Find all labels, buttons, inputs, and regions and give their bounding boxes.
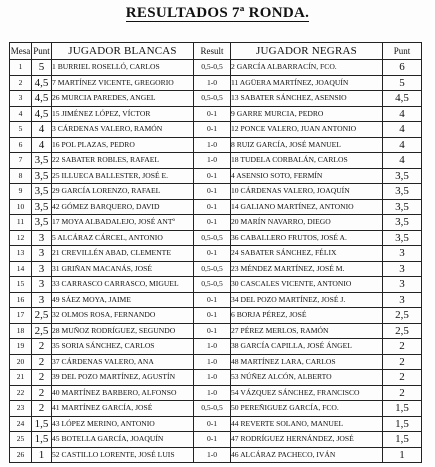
table-result-cell: 0,5-0,5 — [194, 401, 231, 417]
table-negras-cell: 10 CÁRDENAS VALERO, JOAQUÍN — [231, 184, 383, 200]
table-negras-cell: 11 AGÜERA MARTÍNEZ, JOAQUÍN — [231, 75, 383, 91]
table-punt-negras-cell: 3,5 — [383, 215, 422, 231]
table-punt-blancas-cell: 2 — [32, 401, 52, 417]
table-blancas-cell: 29 GARCÍA LORENZO, RAFAEL — [52, 184, 194, 200]
table-result-cell: 0-1 — [194, 416, 231, 432]
table-mesa-cell: 19 — [10, 339, 32, 355]
table-punt-blancas-cell: 4 — [32, 122, 52, 138]
table-punt-negras-cell: 4,5 — [383, 91, 422, 107]
table-row — [10, 354, 422, 370]
table-blancas-cell: 28 MUÑOZ RODRÍGUEZ, SEGUNDO — [52, 323, 194, 339]
table-punt-negras-cell: 4 — [383, 122, 422, 138]
table-mesa-cell: 15 — [10, 277, 32, 293]
table-mesa-cell: 8 — [10, 168, 32, 184]
header-mesa: Mesa — [10, 43, 32, 60]
table-negras-cell: 47 RODRÍGUEZ HERNÁNDEZ, JOSÉ — [231, 432, 383, 448]
table-negras-cell: 36 CABALLERO FRUTOS, JOSÉ A. — [231, 230, 383, 246]
table-blancas-cell: 31 GRIÑAN MACANÁS, JOSÉ — [52, 261, 194, 277]
table-result-cell: 0-1 — [194, 246, 231, 262]
table-result-cell: 1-0 — [194, 75, 231, 91]
table-mesa-cell: 24 — [10, 416, 32, 432]
table-row — [10, 137, 422, 153]
table-result-cell: 1-0 — [194, 153, 231, 169]
table-mesa-cell: 25 — [10, 432, 32, 448]
table-negras-cell: 2 GARCÍA ALBARRACÍN, FCO. — [231, 60, 383, 76]
table-blancas-cell: 15 JIMÉNEZ LÓPEZ, VÍCTOR — [52, 106, 194, 122]
table-result-cell: 0-1 — [194, 308, 231, 324]
table-result-cell: 0-1 — [194, 168, 231, 184]
table-mesa-cell: 12 — [10, 230, 32, 246]
table-row — [10, 122, 422, 138]
table-punt-negras-cell: 4 — [383, 153, 422, 169]
header-jugador-blancas: JUGADOR BLANCAS — [52, 43, 194, 60]
table-row — [10, 246, 422, 262]
page-title: RESULTADOS 7ª RONDA. — [125, 5, 310, 21]
table-mesa-cell: 1 — [10, 60, 32, 76]
table-negras-cell: 14 GALIANO MARTÍNEZ, ANTONIO — [231, 199, 383, 215]
table-negras-cell: 18 TUDELA CORBALÁN, CARLOS — [231, 153, 383, 169]
table-punt-negras-cell: 3,5 — [383, 230, 422, 246]
table-blancas-cell: 16 POL PLAZAS, PEDRO — [52, 137, 194, 153]
table-result-cell: 0-1 — [194, 184, 231, 200]
table-row — [10, 230, 422, 246]
table-punt-blancas-cell: 2 — [32, 354, 52, 370]
table-punt-blancas-cell: 3 — [32, 230, 52, 246]
table-row — [10, 292, 422, 308]
table-row — [10, 416, 422, 432]
table-punt-blancas-cell: 4,5 — [32, 75, 52, 91]
table-row — [10, 215, 422, 231]
table-mesa-cell: 20 — [10, 354, 32, 370]
table-punt-blancas-cell: 2 — [32, 339, 52, 355]
table-row — [10, 370, 422, 386]
table-result-cell: 0-1 — [194, 323, 231, 339]
table-row — [10, 308, 422, 324]
table-negras-cell: 54 VÁZQUEZ SÁNCHEZ, FRANCISCO — [231, 385, 383, 401]
table-mesa-cell: 22 — [10, 385, 32, 401]
table-mesa-cell: 4 — [10, 106, 32, 122]
table-punt-blancas-cell: 2,5 — [32, 323, 52, 339]
table-punt-negras-cell: 6 — [383, 60, 422, 76]
table-row — [10, 277, 422, 293]
table-blancas-cell: 22 SABATER ROBLES, RAFAEL — [52, 153, 194, 169]
table-blancas-cell: 49 SÁEZ MOYA, JAIME — [52, 292, 194, 308]
header-result: Result — [194, 43, 231, 60]
table-negras-cell: 38 GARCÍA CAPILLA, JOSÉ ÁNGEL — [231, 339, 383, 355]
table-punt-negras-cell: 4 — [383, 106, 422, 122]
table-punt-negras-cell: 2,5 — [383, 308, 422, 324]
table-blancas-cell: 39 DEL POZO MARTÍNEZ, AGUSTÍN — [52, 370, 194, 386]
table-negras-cell: 20 MARÍN NAVARRO, DIEGO — [231, 215, 383, 231]
table-mesa-cell: 6 — [10, 137, 32, 153]
table-mesa-cell: 7 — [10, 153, 32, 169]
table-blancas-cell: 33 CARRASCO CARRASCO, MIGUEL — [52, 277, 194, 293]
table-negras-cell: 48 MARTÍNEZ LARA, CARLOS — [231, 354, 383, 370]
table-punt-blancas-cell: 3,5 — [32, 153, 52, 169]
table-punt-negras-cell: 2 — [383, 385, 422, 401]
table-result-cell: 0-1 — [194, 215, 231, 231]
table-result-cell: 0,5-0,5 — [194, 277, 231, 293]
table-blancas-cell: 1 BURRIEL ROSELLÓ, CARLOS — [52, 60, 194, 76]
table-negras-cell: 27 PÉREZ MERLOS, RAMÓN — [231, 323, 383, 339]
table-punt-negras-cell: 2 — [383, 370, 422, 386]
table-punt-blancas-cell: 2 — [32, 370, 52, 386]
table-blancas-cell: 32 OLMOS ROSA, FERNANDO — [52, 308, 194, 324]
table-result-cell: 0-1 — [194, 122, 231, 138]
table-negras-cell: 8 RUIZ GARCÍA, JOSÉ MANUEL — [231, 137, 383, 153]
table-blancas-cell: 35 SORIA SÁNCHEZ, CARLOS — [52, 339, 194, 355]
table-negras-cell: 34 DEL POZO MARTÍNEZ, JOSÉ J. — [231, 292, 383, 308]
table-mesa-cell: 17 — [10, 308, 32, 324]
table-row — [10, 75, 422, 91]
table-result-cell: 1-0 — [194, 354, 231, 370]
header-jugador-negras: JUGADOR NEGRAS — [231, 43, 383, 60]
table-row — [10, 401, 422, 417]
table-mesa-cell: 5 — [10, 122, 32, 138]
table-punt-blancas-cell: 3,5 — [32, 215, 52, 231]
table-result-cell: 0-1 — [194, 432, 231, 448]
table-punt-blancas-cell: 2,5 — [32, 308, 52, 324]
table-punt-blancas-cell: 3,5 — [32, 199, 52, 215]
table-row — [10, 199, 422, 215]
table-result-cell: 0-1 — [194, 106, 231, 122]
table-mesa-cell: 14 — [10, 261, 32, 277]
table-row — [10, 184, 422, 200]
table-mesa-cell: 9 — [10, 184, 32, 200]
table-result-cell: 1-0 — [194, 137, 231, 153]
table-negras-cell: 46 ALCÁRAZ PACHECO, IVÁN — [231, 447, 383, 463]
table-mesa-cell: 16 — [10, 292, 32, 308]
table-punt-blancas-cell: 1,5 — [32, 416, 52, 432]
table-punt-blancas-cell: 4,5 — [32, 91, 52, 107]
table-negras-cell: 6 BORJA PÉREZ, JOSÉ — [231, 308, 383, 324]
table-negras-cell: 12 PONCE VALERO, JUAN ANTONIO — [231, 122, 383, 138]
table-mesa-cell: 11 — [10, 215, 32, 231]
table-row — [10, 385, 422, 401]
results-table — [9, 42, 422, 463]
table-negras-cell: 30 CASCALES VICENTE, ANTONIO — [231, 277, 383, 293]
table-blancas-cell: 25 ILLUECA BALLESTER, JOSÉ E. — [52, 168, 194, 184]
table-punt-blancas-cell: 5 — [32, 60, 52, 76]
table-punt-blancas-cell: 3 — [32, 261, 52, 277]
table-blancas-cell: 40 MARTÍNEZ BARBERO, ALFONSO — [52, 385, 194, 401]
table-blancas-cell: 52 CASTILLO LORENTE, JOSÉ LUIS — [52, 447, 194, 463]
table-negras-cell: 44 REVERTE SOLANO, MANUEL — [231, 416, 383, 432]
table-punt-negras-cell: 3,5 — [383, 168, 422, 184]
table-punt-negras-cell: 3,5 — [383, 199, 422, 215]
table-negras-cell: 23 MÉNDEZ MARTÍNEZ, JOSÉ M. — [231, 261, 383, 277]
table-punt-negras-cell: 3,5 — [383, 184, 422, 200]
table-mesa-cell: 13 — [10, 246, 32, 262]
table-punt-blancas-cell: 4 — [32, 137, 52, 153]
table-row — [10, 323, 422, 339]
table-row — [10, 432, 422, 448]
table-result-cell: 0,5-0,5 — [194, 60, 231, 76]
table-result-cell: 0,5-0,5 — [194, 230, 231, 246]
table-punt-negras-cell: 4 — [383, 137, 422, 153]
table-blancas-cell: 45 BOTELLA GARCÍA, JOAQUÍN — [52, 432, 194, 448]
table-result-cell: 1-0 — [194, 447, 231, 463]
table-negras-cell: 13 SABATER SÁNCHEZ, ASENSIO — [231, 91, 383, 107]
table-result-cell: 0,5-0,5 — [194, 261, 231, 277]
table-result-cell: 1-0 — [194, 370, 231, 386]
table-mesa-cell: 26 — [10, 447, 32, 463]
table-negras-cell: 24 SABATER SÁNCHEZ, FÉLIX — [231, 246, 383, 262]
table-row — [10, 447, 422, 463]
table-punt-blancas-cell: 3,5 — [32, 168, 52, 184]
table-row — [10, 339, 422, 355]
table-punt-negras-cell: 2 — [383, 339, 422, 355]
table-result-cell: 1-0 — [194, 339, 231, 355]
table-punt-negras-cell: 2,5 — [383, 323, 422, 339]
table-mesa-cell: 23 — [10, 401, 32, 417]
table-punt-negras-cell: 2 — [383, 354, 422, 370]
table-punt-blancas-cell: 4,5 — [32, 106, 52, 122]
header-punt-negras: Punt — [383, 43, 422, 60]
table-punt-negras-cell: 3 — [383, 246, 422, 262]
table-punt-negras-cell: 3 — [383, 277, 422, 293]
table-blancas-cell: 41 MARTÍNEZ GARCÍA, JOSÉ — [52, 401, 194, 417]
table-punt-blancas-cell: 1,5 — [32, 432, 52, 448]
table-punt-blancas-cell: 3 — [32, 246, 52, 262]
table-negras-cell: 9 GARRE MURCIA, PEDRO — [231, 106, 383, 122]
table-punt-blancas-cell: 1 — [32, 447, 52, 463]
table-mesa-cell: 21 — [10, 370, 32, 386]
table-row — [10, 91, 422, 107]
table-punt-negras-cell: 1,5 — [383, 401, 422, 417]
table-blancas-cell: 17 MOYA ALBADALEJO, JOSÉ ANTº — [52, 215, 194, 231]
table-row — [10, 168, 422, 184]
table-mesa-cell: 18 — [10, 323, 32, 339]
table-result-cell: 0-1 — [194, 199, 231, 215]
table-mesa-cell: 10 — [10, 199, 32, 215]
table-blancas-cell: 37 CÁRDENAS VALERO, ANA — [52, 354, 194, 370]
table-punt-negras-cell: 1 — [383, 447, 422, 463]
table-punt-blancas-cell: 3 — [32, 292, 52, 308]
table-row — [10, 60, 422, 76]
table-result-cell: 0-1 — [194, 292, 231, 308]
table-blancas-cell: 3 CÁRDENAS VALERO, RAMÓN — [52, 122, 194, 138]
table-punt-negras-cell: 1,5 — [383, 416, 422, 432]
table-mesa-cell: 2 — [10, 75, 32, 91]
results-body — [10, 60, 422, 463]
table-punt-negras-cell: 3 — [383, 292, 422, 308]
table-row — [10, 153, 422, 169]
table-row — [10, 261, 422, 277]
table-blancas-cell: 5 ALCÁRAZ CÁRCEL, ANTONIO — [52, 230, 194, 246]
table-blancas-cell: 43 LÓPEZ MERINO, ANTONIO — [52, 416, 194, 432]
table-negras-cell: 4 ASENSIO SOTO, FERMÍN — [231, 168, 383, 184]
table-blancas-cell: 26 MURCIA PAREDES, ANGEL — [52, 91, 194, 107]
table-header-row — [10, 43, 422, 60]
table-result-cell: 0,5-0,5 — [194, 91, 231, 107]
table-negras-cell: 53 NÚÑEZ ALCÓN, ALBERTO — [231, 370, 383, 386]
table-mesa-cell: 3 — [10, 91, 32, 107]
table-punt-blancas-cell: 3 — [32, 277, 52, 293]
table-punt-negras-cell: 1,5 — [383, 432, 422, 448]
table-punt-blancas-cell: 3,5 — [32, 184, 52, 200]
table-blancas-cell: 21 CREVILLÉN ABAD, CLEMENTE — [52, 246, 194, 262]
table-blancas-cell: 7 MARTÍNEZ VICENTE, GREGORIO — [52, 75, 194, 91]
table-punt-blancas-cell: 2 — [32, 385, 52, 401]
table-row — [10, 106, 422, 122]
table-punt-negras-cell: 5 — [383, 75, 422, 91]
header-punt-blancas: Punt — [32, 43, 52, 60]
table-blancas-cell: 42 GÓMEZ BARQUERO, DAVID — [52, 199, 194, 215]
table-result-cell: 1-0 — [194, 385, 231, 401]
table-negras-cell: 50 PEREÑIGUEZ GARCÍA, FCO. — [231, 401, 383, 417]
table-punt-negras-cell: 3 — [383, 261, 422, 277]
